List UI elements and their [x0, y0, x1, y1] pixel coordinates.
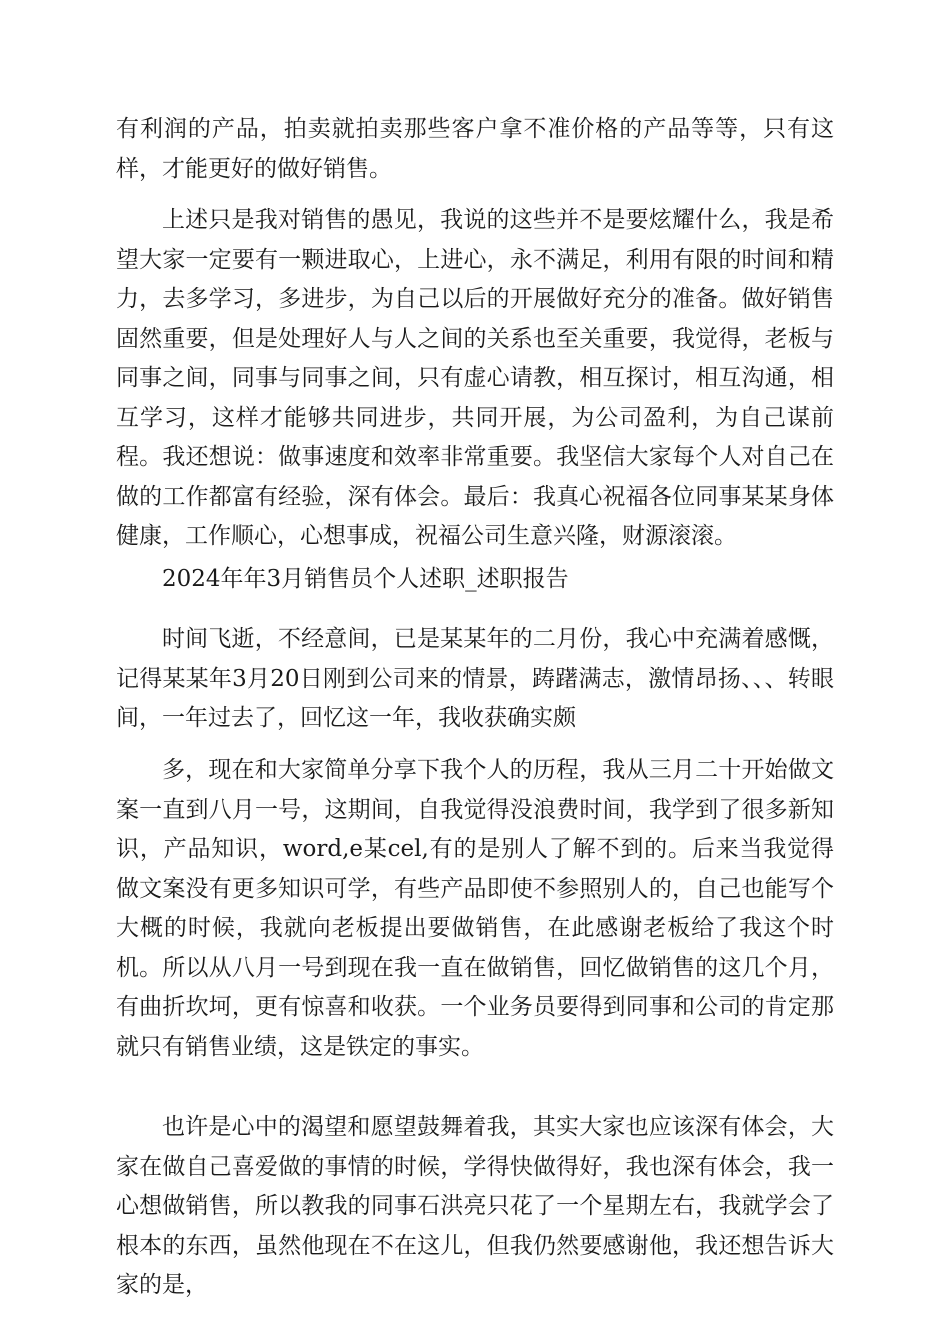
section-title: 2024年年3月销售员个人述职_述职报告	[162, 566, 569, 592]
paragraph: 有利润的产品，拍卖就拍卖那些客户拿不准价格的产品等等，只有这样，才能更好的做好销售。	[116, 116, 834, 182]
paragraph-motivation	[116, 1108, 834, 1306]
paragraph: 上述只是我对销售的愚见，我说的这些并不是要炫耀什么，我是希望大家一定要有一颗进取心，上进心，永不满足，利用有限的时间和精力，去多学习，多进步，为自己以后的开展做好充分的准备。做好销售固然重要，但是处理好人与人之间的关系也至关重要，我觉得，老板与同事之间，同事与同事之间，只有虚心请教，相互探讨，相互沟通，相互学习，这样才能够共同进步，共同开展，为公司盈利，为自己谋前程。我还想说：做事速度和效率非常重要。我坚信大家每个人对自己在做的工作都富有经验，深有体会。最后：我真心祝福各位同事某某身体健康，工作顺心，心想事成，祝福公司生意兴隆，财源滚滚。	[116, 207, 834, 549]
paragraph: 时间飞逝，不经意间，已是某某年的二月份，我心中充满着感慨，记得某某年3月20日刚到公司来的情景，踌躇满志，激情昂扬、、、转眼间，一年过去了，回忆这一年，我收获确实颇	[116, 626, 834, 731]
paragraph-intro-continued	[116, 110, 834, 189]
paragraph-personal-history	[116, 751, 834, 1067]
paragraph: 也许是心中的渴望和愿望鼓舞着我，其实大家也应该深有体会，大家在做自己喜爱做的事情的时候，学得快做得好，我也深有体会，我一心想做销售，所以教我的同事石洪亮只花了一个星期左右，我就学会了根本的东西，虽然他现在不在这儿，但我仍然要感谢他，我还想告诉大家的是，	[116, 1114, 834, 1298]
paragraph: 多，现在和大家简单分享下我个人的历程，我从三月二十开始做文案一直到八月一号，这期间，自我觉得没浪费时间，我学到了很多新知识，产品知识，word,e某cel,有的是别人了解不到的。后来当我觉得做文案没有更多知识可学，有些产品即使不参照别人的，自己也能写个大概的时候，我就向老板提出要做销售，在此感谢老板给了我这个时机。所以从八月一号到现在我一直在做销售，回忆做销售的这几个月，有曲折坎坷，更有惊喜和收获。一个业务员要得到同事和公司的肯定那就只有销售业绩，这是铁定的事实。	[116, 757, 834, 1060]
paragraph-closing-remarks	[116, 201, 834, 557]
report-title	[116, 560, 834, 600]
paragraph-time-flies	[116, 620, 834, 739]
